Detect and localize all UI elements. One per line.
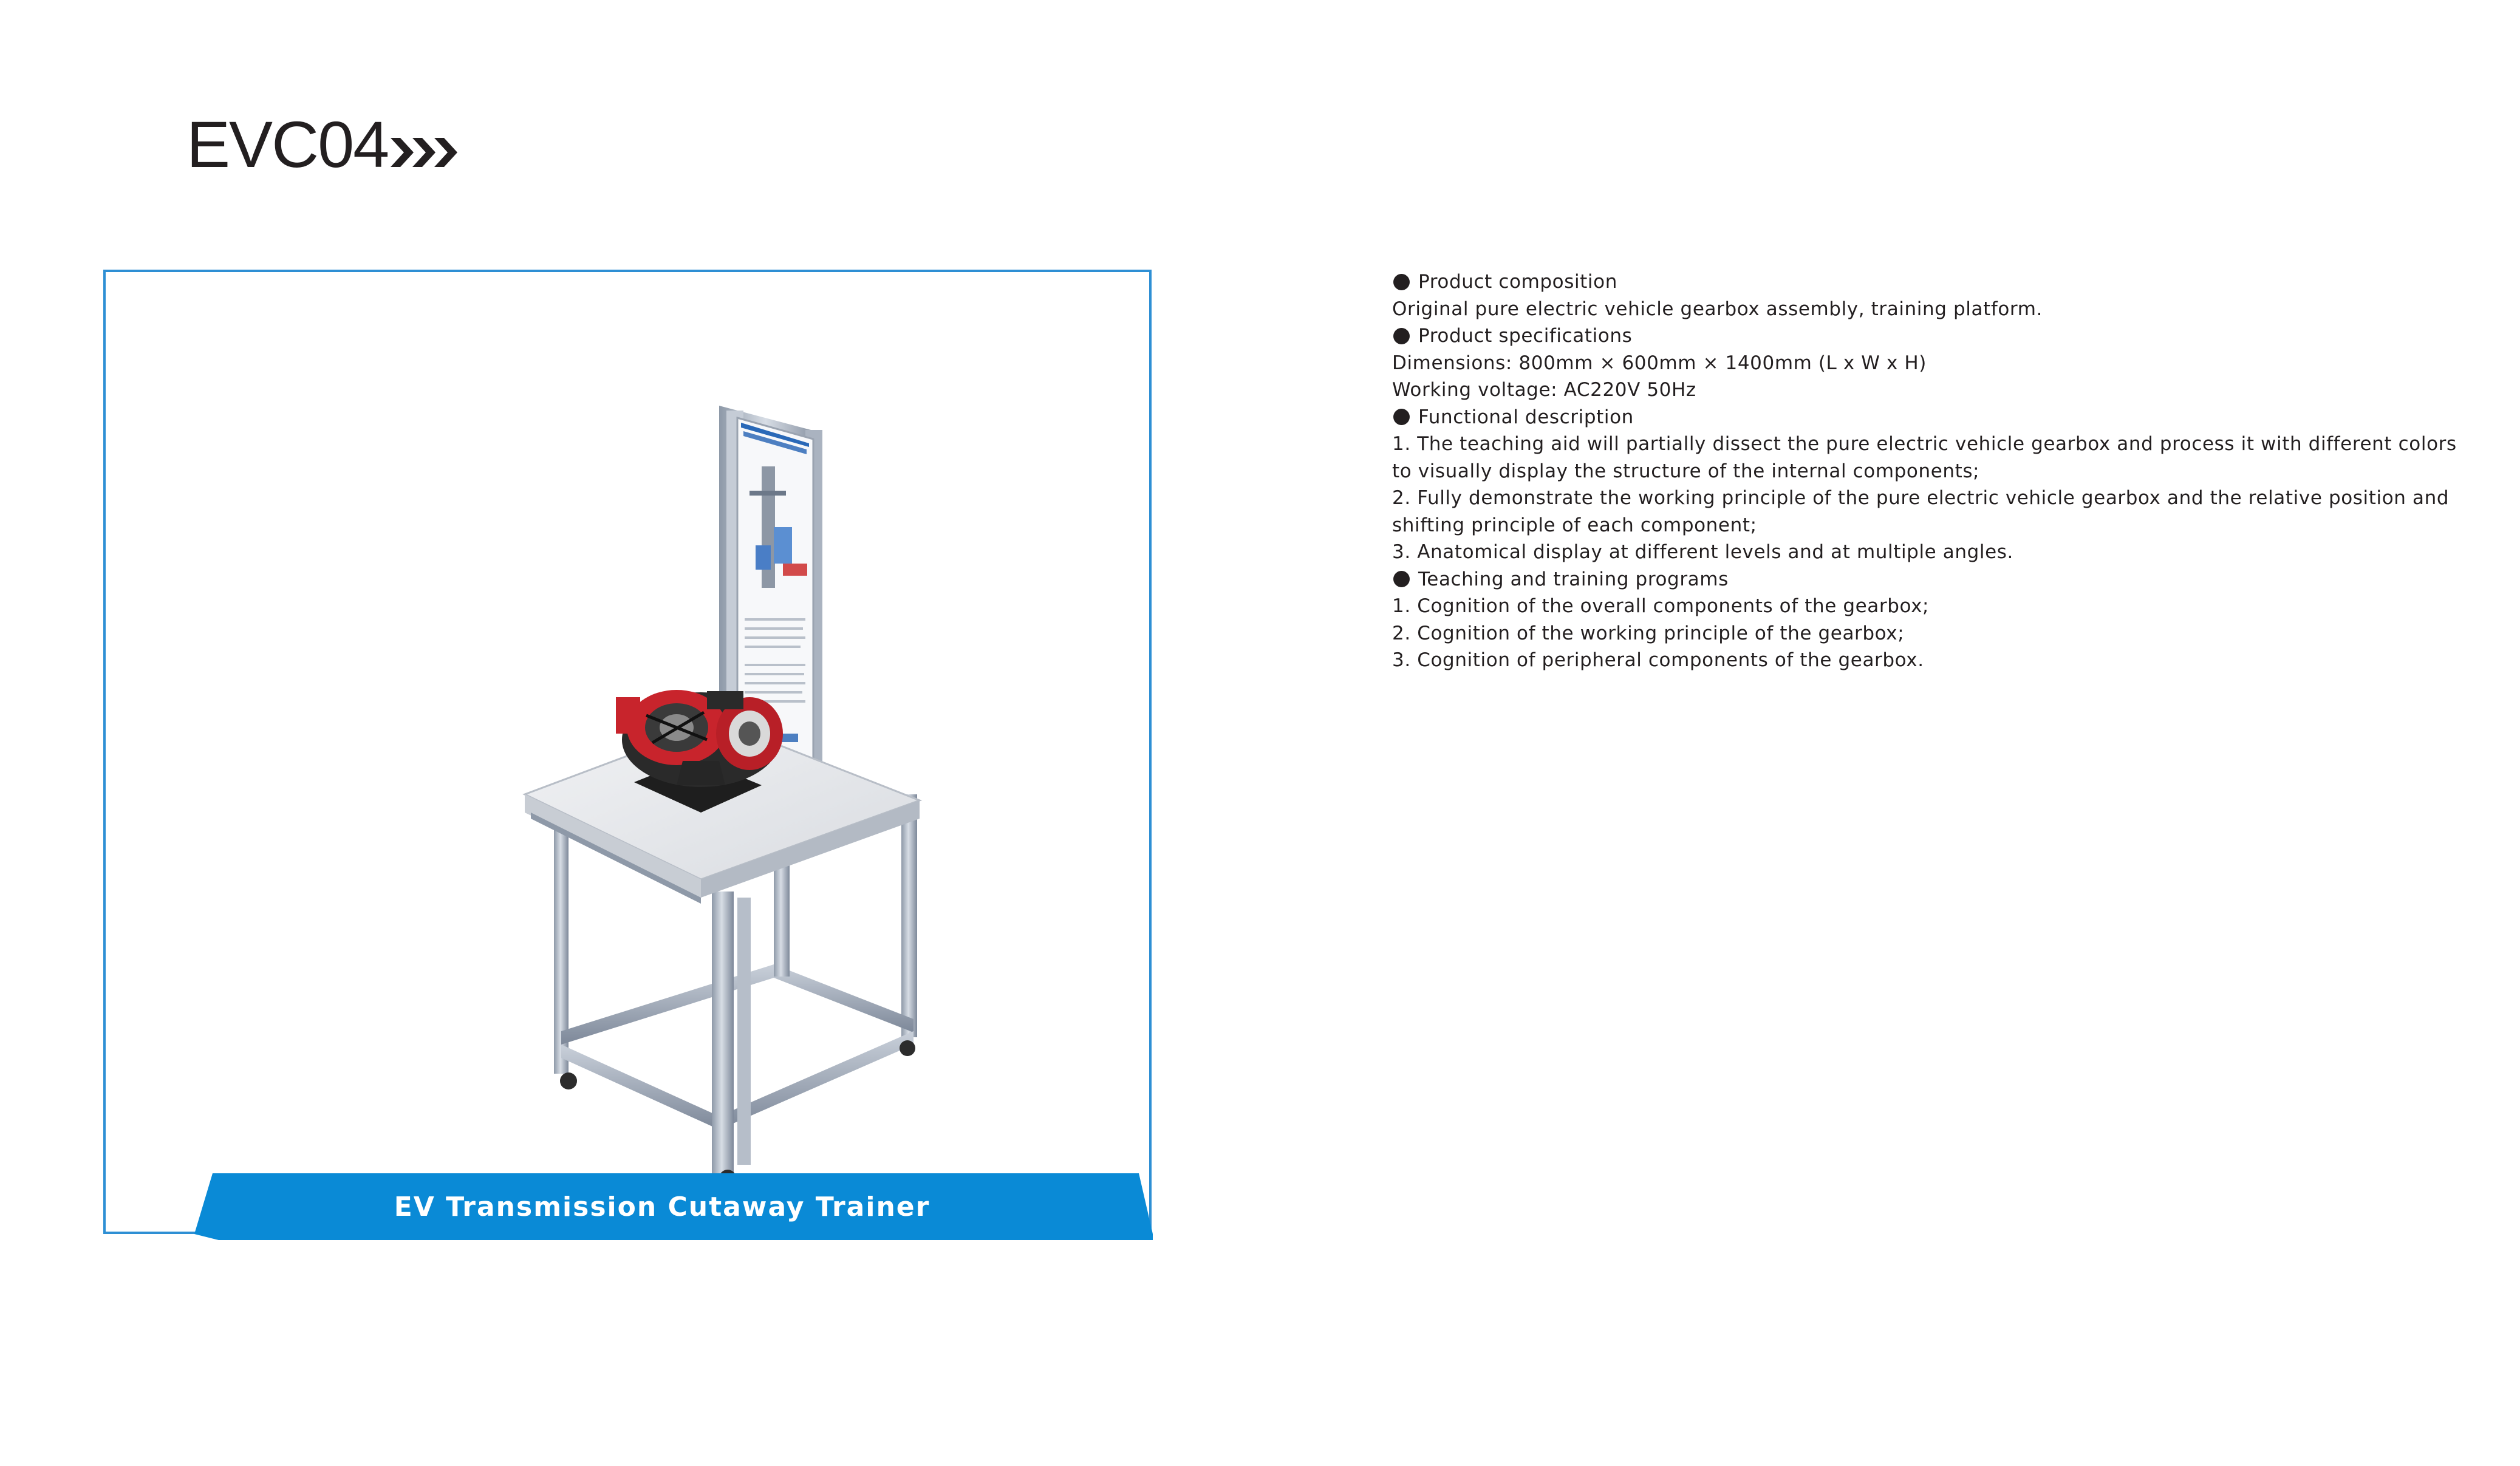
description-line: 2. Fully demonstrate the working principle of the pure electric vehicle gearbox and the relative position and shifting principle of each component; xyxy=(1392,487,2450,536)
section-heading: Product specifications xyxy=(1392,322,2461,350)
product-description xyxy=(1392,268,2461,674)
description-line: 1. The teaching aid will partially dissect the pure electric vehicle gearbox and process it with different colors to visually display the structure of the internal components; xyxy=(1392,433,2457,482)
model-code: EVC04 xyxy=(186,107,389,181)
description-line: Original pure electric vehicle gearbox assembly, training platform. xyxy=(1392,298,2043,320)
section-heading: Functional description xyxy=(1392,404,2461,431)
section-heading: Product composition xyxy=(1392,268,2461,296)
bullet-icon xyxy=(1393,274,1410,290)
caption-banner xyxy=(194,1173,1154,1240)
bullet-icon xyxy=(1393,571,1410,587)
model-title xyxy=(186,102,459,187)
product-image-frame xyxy=(103,270,1152,1234)
triple-chevron-right-icon xyxy=(391,134,459,171)
description-line: 3. Anatomical display at different levels and at multiple angles. xyxy=(1392,541,2013,563)
description-line: 3. Cognition of peripheral components of the gearbox. xyxy=(1392,649,1924,671)
product-photo xyxy=(434,333,968,1183)
description-line: Dimensions: 800mm × 600mm × 1400mm (L x W x H) xyxy=(1392,352,1927,374)
description-line: 1. Cognition of the overall components of the gearbox; xyxy=(1392,595,1930,617)
description-line: Working voltage: AC220V 50Hz xyxy=(1392,379,1696,401)
bullet-icon xyxy=(1393,409,1410,425)
product-caption: EV Transmission Cutaway Trainer xyxy=(394,1191,930,1222)
section-heading: Teaching and training programs xyxy=(1392,566,2461,593)
bullet-icon xyxy=(1393,328,1410,344)
description-line: 2. Cognition of the working principle of the gearbox; xyxy=(1392,622,1905,644)
